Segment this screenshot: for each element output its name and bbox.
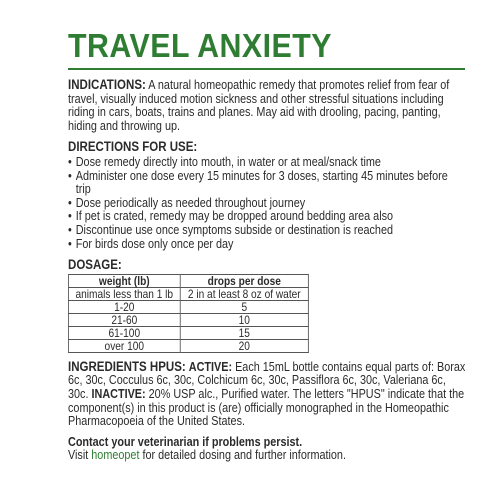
dosage-heading: DOSAGE: — [68, 257, 122, 273]
active-label: ACTIVE: — [188, 359, 233, 374]
indications-section — [68, 78, 465, 133]
drops-cell: 5 — [180, 300, 308, 313]
directions-section — [68, 140, 465, 251]
ingredients-section — [68, 360, 465, 429]
page-title: TRAVEL ANXIETY — [68, 27, 332, 64]
list-item: • For birds dose only once per day — [68, 238, 465, 252]
weight-cell: 1-20 — [68, 300, 180, 313]
table-row — [68, 313, 308, 326]
table-header-row — [68, 274, 308, 287]
table-row — [68, 339, 308, 352]
indications-paragraph — [68, 78, 465, 133]
table-row — [68, 326, 308, 339]
table-row — [68, 287, 308, 300]
title-divider — [68, 68, 465, 70]
weight-cell: 21-60 — [68, 313, 180, 326]
column-header-weight: weight (lb) — [68, 274, 180, 287]
homeopet-link[interactable]: homeopet — [91, 448, 140, 463]
ingredients-paragraph — [68, 360, 465, 429]
column-header-drops: drops per dose — [180, 274, 308, 287]
visit-prefix: Visit — [68, 448, 89, 463]
drops-cell: 10 — [180, 313, 308, 326]
list-item: • Dose periodically as needed throughout journey — [68, 197, 465, 211]
directions-list — [68, 156, 465, 251]
label-body — [68, 78, 465, 463]
drops-cell: 15 — [180, 326, 308, 339]
list-item: • Discontinue use once symptoms subside or destination is reached — [68, 224, 465, 238]
dosage-section — [68, 258, 465, 353]
visit-suffix: for detailed dosing and further information. — [142, 448, 346, 463]
active-text: Each 15mL bottle contains equal parts of: Borax 6c, 30c, Cocculus 6c, 30c, Colchicum 6c, 30c, Passiflora 6c, 30c, Valeriana 6c, 30c. — [68, 359, 466, 401]
table-row — [68, 300, 308, 313]
visit-line — [68, 449, 465, 463]
dosage-table — [68, 274, 309, 353]
weight-cell: over 100 — [68, 339, 180, 352]
inactive-text: 20% USP alc., Purified water. The letters "HPUS" indicate that the component(s) in this product is (are) officially monographed in the Homeopathic Pharmacopoeia of the United States. — [68, 386, 465, 429]
inactive-label: INACTIVE: — [91, 386, 146, 401]
indications-text: A natural homeopathic remedy that promotes relief from fear of travel, visually induced motion sickness and other stressful situations including riding in cars, boats, trains and planes. May aid with drooling, pacing, panting, hiding and throwing up. — [68, 78, 450, 133]
drops-cell: 2 in at least 8 oz of water — [180, 287, 308, 300]
ingredients-heading: INGREDIENTS HPUS: — [68, 358, 186, 374]
list-item: • If pet is crated, remedy may be dropped around bedding area also — [68, 210, 465, 224]
directions-heading: DIRECTIONS FOR USE: — [68, 139, 198, 155]
weight-cell: animals less than 1 lb — [68, 287, 180, 300]
indications-heading: INDICATIONS: — [68, 77, 146, 92]
contact-section — [68, 436, 465, 463]
list-item: • Administer one dose every 15 minutes for 3 doses, starting 45 minutes before trip — [68, 170, 465, 197]
drops-cell: 20 — [180, 339, 308, 352]
contact-line: Contact your veterinarian if problems persist. — [68, 434, 303, 449]
weight-cell: 61-100 — [68, 326, 180, 339]
list-item: • Dose remedy directly into mouth, in water or at meal/snack time — [68, 156, 465, 170]
